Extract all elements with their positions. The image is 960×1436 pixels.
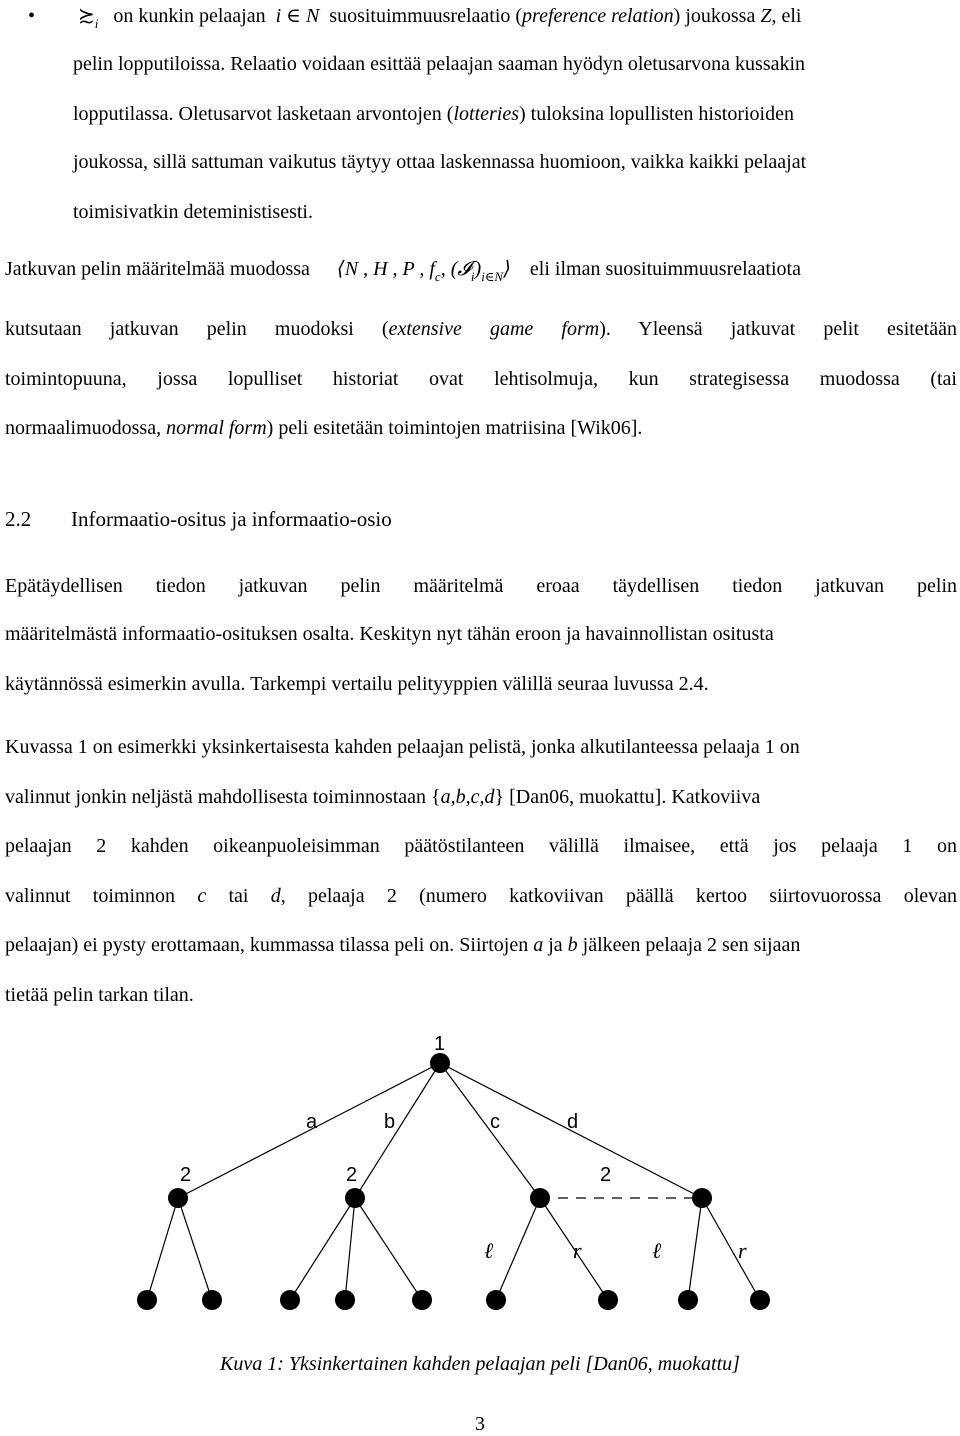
leaf-action-label-r1: r <box>573 1238 582 1263</box>
leaf-node <box>412 1290 432 1310</box>
root-player-label: 1 <box>434 1033 446 1055</box>
bullet-marker: • <box>28 5 36 27</box>
player2-label-3: 2 <box>600 1164 612 1186</box>
leaf-node <box>280 1290 300 1310</box>
player2-node-a <box>168 1188 188 1208</box>
edge-l3 <box>496 1198 540 1300</box>
para2-line-1: kutsutaan jatkuvan pelin muodoksi (extensive game form). Yleensä jatkuvat pelit esitetään <box>5 318 957 340</box>
section-heading: 2.2 Informaatio-ositus ja informaatio-osio <box>5 507 392 531</box>
edge-l2 <box>290 1198 355 1300</box>
player2-label-2: 2 <box>346 1164 358 1186</box>
leaf-action-label-r2: r <box>738 1238 747 1263</box>
game-form-tuple: ⟨N , H , P , $f_c$, $(𝓘_i)_{i\in N}⟩$ <box>336 258 511 284</box>
leaf-node <box>202 1290 222 1310</box>
preference-symbol: $≿_i$ <box>78 5 99 31</box>
leaf-action-label-l2: ℓ <box>652 1238 662 1263</box>
math-i-in-n: i ∈ N <box>275 5 320 27</box>
leaf-node <box>750 1290 770 1310</box>
edge-l1 <box>147 1198 178 1300</box>
page-number: 3 <box>475 1413 485 1435</box>
para4-line-4: valinnut toiminnon c tai d, pelaaja 2 (numero katkoviivan päällä kertoo siirtovuorossa olevan <box>5 885 958 907</box>
player2-label-1: 2 <box>180 1164 192 1186</box>
edge-r1 <box>178 1198 212 1300</box>
player2-node-b <box>345 1188 365 1208</box>
action-label-c: c <box>490 1111 500 1133</box>
leaf-action-label-l1: ℓ <box>484 1238 494 1263</box>
figure-caption: Kuva 1: Yksinkertainen kahden pelaajan peli [Dan06, muokattu] <box>220 1353 740 1375</box>
para3-line-1: Epätäydellisen tiedon jatkuvan pelin määritelmä eroaa täydellisen tiedon jatkuvan pelin <box>5 575 957 597</box>
para3-line-3: käytännössä esimerkin avulla. Tarkempi vertailu pelityyppien välillä seuraa luvussa 2.4. <box>5 673 709 695</box>
definition-line: Jatkuvan pelin määritelmää muodossa ⟨N , H , P , $f_c$, $(𝓘_i)_{i\in N}⟩$ eli ilman suosituimmuusrelaatiota <box>5 258 801 284</box>
edge-r4 <box>702 1198 760 1300</box>
para2-line-2: toimintopuuna, jossa lopulliset historiat ovat lehtisolmuja, kun strategisessa muodossa (tai <box>5 368 957 390</box>
edge-r2 <box>355 1198 422 1300</box>
bullet-line: $≿_i$ on kunkin pelaajan i ∈ N suosituimmuusrelaatio (preference relation) joukossa Z, eli <box>78 5 802 31</box>
player2-node-d <box>692 1188 712 1208</box>
action-label-d: d <box>567 1111 579 1133</box>
para1-line-3: joukossa, sillä sattuman vaikutus täytyy ottaa laskennassa huomioon, vaikka kaikki pelaajat <box>73 151 807 173</box>
para4-line-3: pelaajan 2 kahden oikeanpuoleisimman päätöstilanteen välillä ilmaisee, että jos pelaaja 1 on <box>5 835 957 857</box>
action-label-b: b <box>384 1111 396 1133</box>
edge-b <box>355 1063 440 1198</box>
leaf-node <box>598 1290 618 1310</box>
action-label-a: a <box>306 1111 318 1133</box>
para3-line-2: määritelmästä informaatio-osituksen osalta. Keskityn nyt tähän eroon ja havainnollistan ositusta <box>5 623 774 645</box>
para1-line-4: toimisivatkin deteministisesti. <box>73 201 313 223</box>
para4-line-2: valinnut jonkin neljästä mahdollisesta toiminnostaan {a,b,c,d} [Dan06, muokattu]. Katkoviiva <box>5 786 761 808</box>
para1-line-1: pelin lopputiloissa. Relaatio voidaan esittää pelaajan saaman hyödyn oletusarvona kussakin <box>73 53 806 75</box>
para4-line-5: pelaajan) ei pysty erottamaan, kummassa tilassa peli on. Siirtojen a ja b jälkeen pelaaja 2 sen sijaan <box>5 934 801 956</box>
leaf-node <box>335 1290 355 1310</box>
para4-line-6: tietää pelin tarkan tilan. <box>5 984 194 1006</box>
leaf-node <box>486 1290 506 1310</box>
para1-line-2: lopputilassa. Oletusarvot lasketaan arvontojen (lotteries) tuloksina lopullisten historioiden <box>73 103 794 125</box>
player2-node-c <box>530 1188 550 1208</box>
leaf-node <box>137 1290 157 1310</box>
para4-line-1: Kuvassa 1 on esimerkki yksinkertaisesta kahden pelaajan pelistä, jonka alkutilanteessa pelaaja 1 on <box>5 736 800 758</box>
edge-m2 <box>345 1198 355 1300</box>
edge-l4 <box>688 1198 702 1300</box>
root-node <box>430 1053 450 1073</box>
tree-edges <box>147 1063 760 1300</box>
tree-nodes <box>137 1053 770 1310</box>
leaf-node <box>678 1290 698 1310</box>
para2-line-3: normaalimuodossa, normal form) peli esitetään toimintojen matriisina [Wik06]. <box>5 417 643 439</box>
